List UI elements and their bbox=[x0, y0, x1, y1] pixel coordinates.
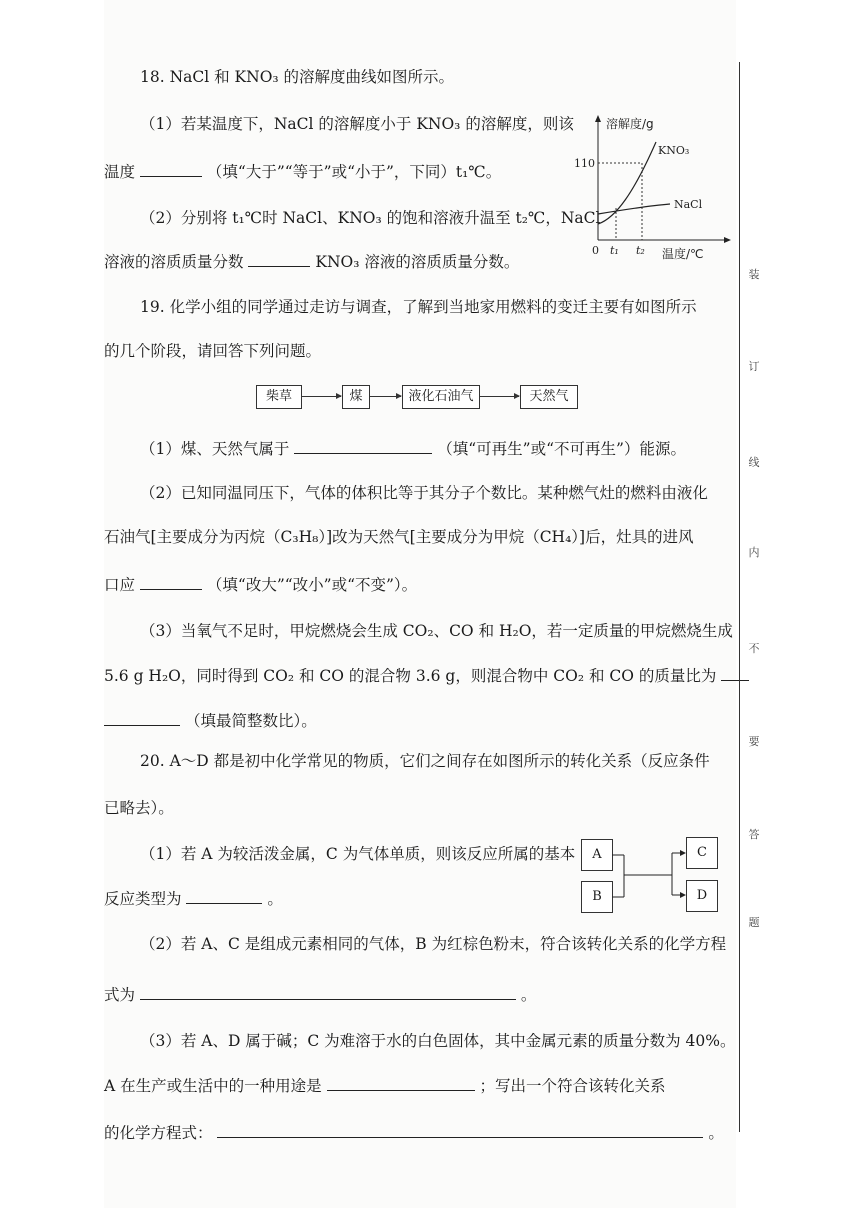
chart-t1: t₁ bbox=[610, 244, 619, 257]
answer-blank[interactable] bbox=[248, 250, 310, 267]
text: 式为 bbox=[104, 986, 136, 1004]
text: 口应 bbox=[104, 576, 136, 594]
q20-part2-line2 bbox=[104, 983, 536, 1006]
q19-part3-line1: （3）当氧气不足时，甲烷燃烧会生成 CO₂、CO 和 H₂O，若一定质量的甲烷燃烧生成 bbox=[140, 622, 733, 640]
chart-origin: 0 bbox=[592, 244, 599, 257]
x-axis-arrow bbox=[724, 237, 731, 243]
q20-part3-line1: （3）若 A、D 属于碱；C 为难溶于水的白色固体，其中金属元素的质量分数为 40%。 bbox=[140, 1032, 736, 1050]
q20-stem-line1: 20. A～D 都是初中化学常见的物质，它们之间存在如图所示的转化关系（反应条件 bbox=[140, 752, 710, 770]
q20-part1-line1: （1）若 A 为较活泼金属，C 为气体单质，则该反应所属的基本 bbox=[140, 845, 576, 863]
text: KNO₃ 溶液的溶质质量分数。 bbox=[315, 253, 520, 271]
text: （填“大于”“等于”或“小于”，下同）t₁℃。 bbox=[206, 163, 502, 181]
flow-box-coal: 煤 bbox=[342, 385, 370, 409]
q19-part3-line3 bbox=[104, 709, 317, 732]
chart-t2: t₂ bbox=[636, 244, 645, 257]
text: 的化学方程式： bbox=[104, 1124, 213, 1142]
flow-arrow bbox=[369, 396, 401, 397]
q19-part2-line3 bbox=[104, 573, 417, 596]
text: ；写出一个符合该转化关系 bbox=[479, 1077, 666, 1095]
chart-y-tick: 110 bbox=[574, 157, 595, 170]
answer-blank[interactable] bbox=[140, 160, 202, 177]
flow-box-lpg: 液化石油气 bbox=[402, 385, 480, 409]
seal-char: 订 bbox=[748, 360, 760, 373]
q18-part2-line2 bbox=[104, 250, 519, 273]
seal-char: 答 bbox=[748, 828, 760, 841]
seal-char: 不 bbox=[748, 642, 760, 655]
q20-part2-line1: （2）若 A、C 是组成元素相同的气体，B 为红棕色粉末，符合该转化关系的化学方程 bbox=[140, 935, 727, 953]
box-b: B bbox=[581, 881, 613, 913]
nacl-curve bbox=[598, 204, 670, 214]
answer-blank[interactable] bbox=[140, 573, 202, 590]
chart-ylabel: 溶解度/g bbox=[606, 117, 654, 131]
text: 反应类型为 bbox=[104, 890, 182, 908]
text: 温度 bbox=[104, 163, 136, 181]
seal-char: 线 bbox=[748, 456, 760, 469]
q19-part2-line1: （2）已知同温同压下，气体的体积比等于其分子个数比。某种燃气灶的燃料由液化 bbox=[140, 484, 708, 502]
answer-blank[interactable] bbox=[217, 1121, 703, 1138]
q20-stem-line2: 已略去）。 bbox=[104, 799, 174, 817]
q19-part2-line2: 石油气[主要成分为丙烷（C₃H₈）]改为天然气[主要成分为甲烷（CH₄）]后，灶具的进风 bbox=[104, 528, 694, 546]
solubility-chart bbox=[570, 108, 740, 273]
text: 5.6 g H₂O，同时得到 CO₂ 和 CO 的混合物 3.6 g，则混合物中 CO₂ 和 CO 的质量比为 bbox=[104, 667, 717, 685]
q20-part3-line3 bbox=[104, 1121, 724, 1144]
answer-blank[interactable] bbox=[186, 887, 262, 904]
answer-blank[interactable] bbox=[721, 664, 749, 681]
text: A 在生产或生活中的一种用途是 bbox=[104, 1077, 322, 1095]
q20-part3-line2 bbox=[104, 1074, 666, 1097]
q18-part1-line2 bbox=[104, 160, 501, 183]
text: 。 bbox=[520, 986, 537, 1004]
text: 。 bbox=[708, 1124, 724, 1142]
text: （1）煤、天然气属于 bbox=[140, 440, 290, 458]
seal-char: 题 bbox=[748, 916, 760, 929]
text: （填最简整数比）。 bbox=[184, 712, 317, 730]
q20-part1-line2 bbox=[104, 887, 283, 910]
text: 溶液的溶质质量分数 bbox=[104, 253, 244, 271]
chart-xlabel: 温度/℃ bbox=[662, 247, 704, 261]
flow-box-firewood: 柴草 bbox=[256, 385, 302, 409]
answer-blank[interactable] bbox=[294, 437, 432, 454]
binding-margin-line bbox=[739, 62, 740, 1132]
q19-part1 bbox=[140, 437, 686, 460]
text: （填“改大”“改小”或“不变”）。 bbox=[206, 576, 418, 594]
answer-blank[interactable] bbox=[104, 709, 180, 726]
nacl-label: NaCl bbox=[674, 198, 703, 211]
flow-arrow bbox=[479, 396, 519, 397]
answer-blank[interactable] bbox=[327, 1074, 475, 1091]
seal-char: 要 bbox=[748, 735, 760, 748]
q18-stem: 18. NaCl 和 KNO₃ 的溶解度曲线如图所示。 bbox=[140, 68, 455, 86]
q19-stem-line1: 19. 化学小组的同学通过走访与调查，了解到当地家用燃料的变迁主要有如图所示 bbox=[140, 298, 697, 316]
flow-box-natural-gas: 天然气 bbox=[520, 385, 578, 409]
kno3-label: KNO₃ bbox=[658, 144, 690, 157]
q19-stem-line2: 的几个阶段，请回答下列问题。 bbox=[104, 342, 322, 360]
box-c: C bbox=[686, 837, 718, 869]
flow-arrow bbox=[301, 396, 341, 397]
y-axis-arrow bbox=[595, 115, 601, 122]
text: （填“可再生”或“不可再生”）能源。 bbox=[437, 440, 686, 458]
q18-part1-line1: （1）若某温度下，NaCl 的溶解度小于 KNO₃ 的溶解度，则该 bbox=[140, 115, 574, 133]
kno3-curve bbox=[598, 142, 656, 224]
q19-part3-line2 bbox=[104, 664, 749, 687]
seal-char: 装 bbox=[748, 268, 760, 281]
answer-blank[interactable] bbox=[140, 983, 516, 1000]
q18-part2-line1: （2）分别将 t₁℃时 NaCl、KNO₃ 的饱和溶液升温至 t₂℃，NaCl bbox=[140, 209, 601, 227]
text: 。 bbox=[267, 890, 283, 908]
conversion-diagram-lines bbox=[612, 835, 688, 915]
seal-char: 内 bbox=[748, 546, 760, 559]
box-a: A bbox=[581, 839, 613, 871]
box-d: D bbox=[686, 880, 718, 912]
